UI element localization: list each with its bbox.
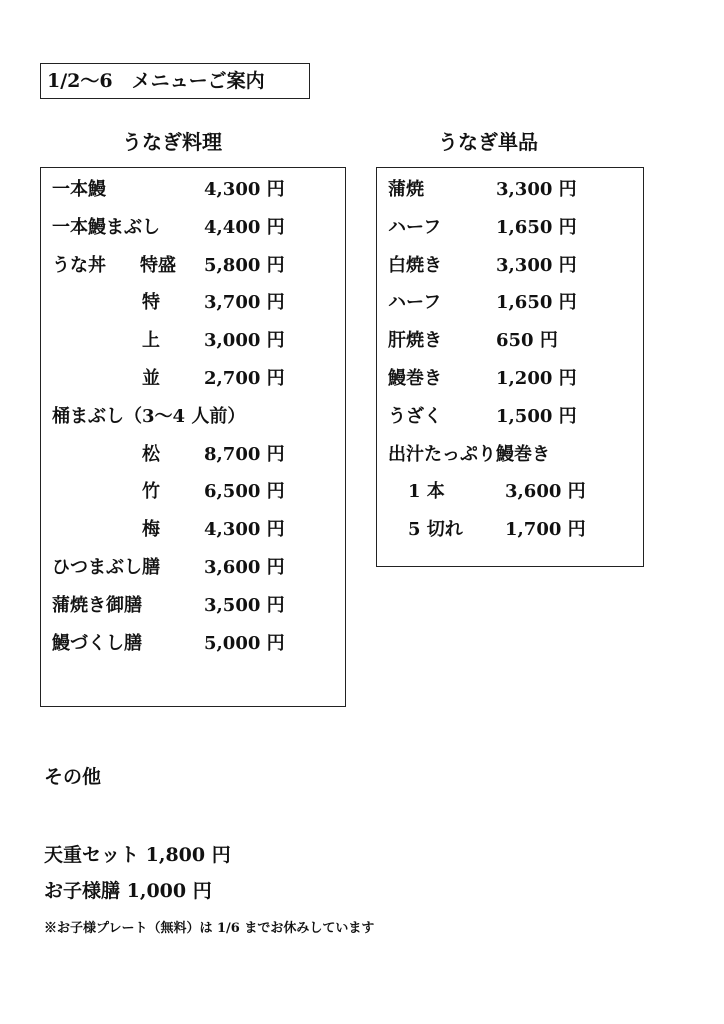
item-name: 鰻巻き xyxy=(388,368,442,389)
item-subname: 上 xyxy=(142,330,160,351)
item-price: 1,700 円 xyxy=(505,519,586,540)
menu-row xyxy=(0,254,724,280)
menu-row xyxy=(0,367,724,393)
item-name: 肝焼き xyxy=(388,330,442,351)
item-name: うな丼 xyxy=(52,255,106,276)
item-name: 鰻づくし膳 xyxy=(52,633,142,654)
item-price: 5,800 円 xyxy=(204,255,285,276)
item-price: 650 円 xyxy=(496,330,558,351)
item-price: 3,000 円 xyxy=(204,330,285,351)
item-price: 1,500 円 xyxy=(496,406,577,427)
item-subname: 松 xyxy=(142,444,160,465)
item-subname: 特盛 xyxy=(140,255,176,276)
item-price: 3,600 円 xyxy=(204,557,285,578)
menu-row xyxy=(0,518,724,544)
item-name: ハーフ xyxy=(388,292,442,313)
menu-row xyxy=(0,594,724,620)
item-subname: 竹 xyxy=(142,481,160,502)
item-subname: 特 xyxy=(142,292,160,313)
item-name: 1 本 xyxy=(408,481,445,502)
notice-text: ※お子様プレート（無料）は 1/6 までお休みしています xyxy=(44,921,375,936)
item-name: 一本鰻 xyxy=(52,179,106,200)
menu-row xyxy=(0,178,724,204)
menu-row xyxy=(0,216,724,242)
other-item: お子様膳 1,000 円 xyxy=(44,880,212,902)
menu-row xyxy=(0,291,724,317)
item-price: 4,300 円 xyxy=(204,519,285,540)
item-price: 1,200 円 xyxy=(496,368,577,389)
item-price: 4,300 円 xyxy=(204,179,285,200)
item-price: 1,650 円 xyxy=(496,292,577,313)
right-section-heading: うなぎ単品 xyxy=(438,130,538,154)
item-price: 2,700 円 xyxy=(204,368,285,389)
item-price: 3,600 円 xyxy=(505,481,586,502)
page-title: 1/2〜6 メニューご案内 xyxy=(40,63,310,99)
other-item: 天重セット 1,800 円 xyxy=(44,844,231,866)
item-price: 3,700 円 xyxy=(204,292,285,313)
item-name: 一本鰻まぶし xyxy=(52,217,160,238)
menu-row xyxy=(0,443,724,469)
other-heading: その他 xyxy=(44,766,102,788)
item-name: 5 切れ xyxy=(408,519,463,540)
menu-row xyxy=(0,405,724,431)
item-name: 蒲焼き御膳 xyxy=(52,595,142,616)
item-name: ハーフ xyxy=(388,217,442,238)
item-price: 3,300 円 xyxy=(496,255,577,276)
item-price: 8,700 円 xyxy=(204,444,285,465)
item-price: 6,500 円 xyxy=(204,481,285,502)
item-name: 白焼き xyxy=(388,255,442,276)
item-price: 3,500 円 xyxy=(204,595,285,616)
item-price: 4,400 円 xyxy=(204,217,285,238)
item-name: 出汁たっぷり鰻巻き xyxy=(388,444,550,465)
menu-row xyxy=(0,632,724,658)
item-price: 1,650 円 xyxy=(496,217,577,238)
menu-row xyxy=(0,480,724,506)
item-subname: 並 xyxy=(142,368,160,389)
menu-row xyxy=(0,329,724,355)
item-price: 3,300 円 xyxy=(496,179,577,200)
item-name: ひつまぶし膳 xyxy=(52,557,160,578)
item-name: 桶まぶし（3〜4 人前） xyxy=(52,406,246,427)
left-section-heading: うなぎ料理 xyxy=(122,130,222,154)
left-menu-box xyxy=(40,167,346,707)
item-name: 蒲焼 xyxy=(388,179,424,200)
item-price: 5,000 円 xyxy=(204,633,285,654)
item-name: うざく xyxy=(388,406,442,427)
item-subname: 梅 xyxy=(142,519,160,540)
